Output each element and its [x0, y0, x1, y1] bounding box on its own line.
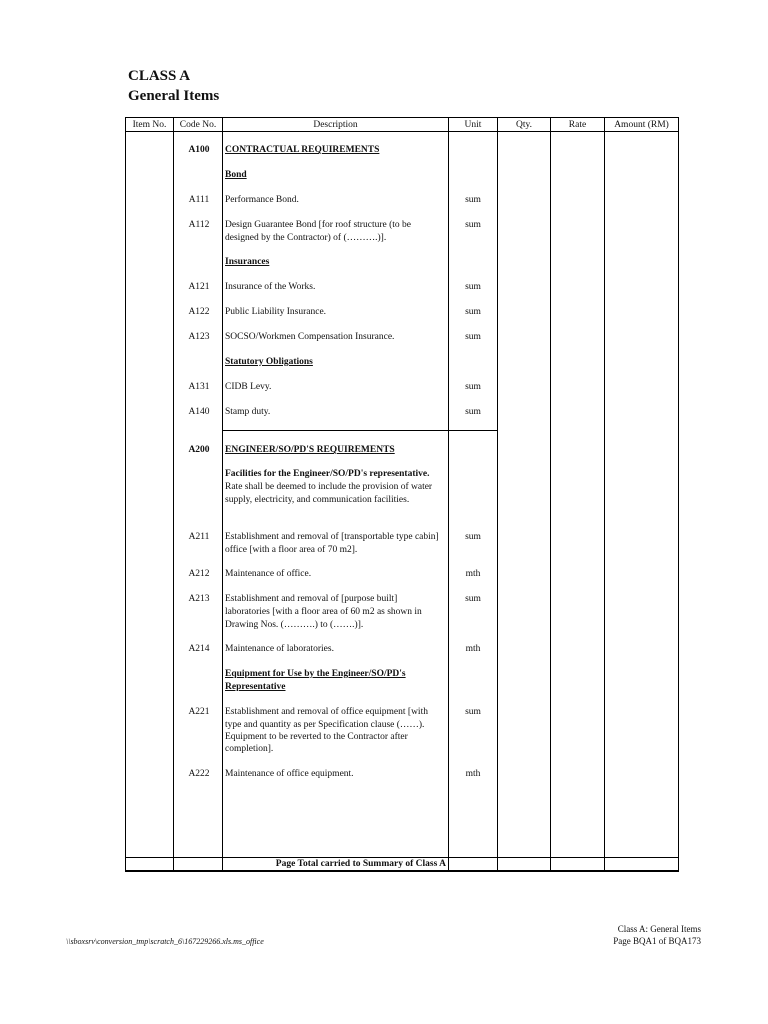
code-a112: A112	[188, 220, 210, 230]
subheading-bond: Bond	[225, 170, 247, 180]
class-subtitle: General Items	[128, 88, 220, 104]
footer-page-number: Page BQA1 of BQA173	[613, 936, 701, 946]
unit-a222: mth	[465, 769, 481, 779]
footer-section: Class A: General Items	[617, 924, 701, 934]
desc-a211-line2: office [with a floor area of 70 m2].	[225, 545, 358, 555]
unit-a122: sum	[465, 307, 481, 317]
code-a100: A100	[188, 145, 210, 155]
desc-a213-line2: laboratories [with a floor area of 60 m2 as shown in	[225, 607, 422, 617]
desc-a131: CIDB Levy.	[225, 382, 272, 392]
unit-a212: mth	[465, 569, 481, 579]
equipment-heading-line1: Equipment for Use by the Engineer/SO/PD's	[225, 669, 406, 679]
desc-a211-line1: Establishment and removal of [transportable type cabin]	[225, 532, 439, 542]
desc-a221-line3: Equipment to be reverted to the Contractor after	[225, 732, 408, 742]
code-a123: A123	[188, 332, 210, 342]
code-a212: A212	[188, 569, 210, 579]
desc-a112-line1: Design Guarantee Bond [for roof structure (to be	[225, 220, 411, 230]
code-a213: A213	[188, 594, 210, 604]
code-a131: A131	[188, 382, 210, 392]
unit-a121: sum	[465, 282, 481, 292]
desc-a123: SOCSO/Workmen Compensation Insurance.	[225, 332, 395, 342]
desc-a222: Maintenance of office equipment.	[225, 769, 354, 779]
code-a111: A111	[188, 195, 210, 205]
desc-a213-line3: Drawing Nos. (……….) to (…….)].	[225, 620, 364, 630]
code-a121: A121	[188, 282, 210, 292]
heading-engineer-requirements: ENGINEER/SO/PD'S REQUIREMENTS	[225, 445, 395, 455]
col-header-rate: Rate	[568, 120, 587, 130]
unit-a211: sum	[465, 532, 481, 542]
class-title: CLASS A	[128, 68, 191, 84]
unit-a213: sum	[465, 594, 481, 604]
subheading-statutory-obligations: Statutory Obligations	[225, 357, 313, 367]
code-a222: A222	[188, 769, 210, 779]
col-header-description: Description	[313, 120, 358, 130]
code-a140: A140	[188, 407, 210, 417]
unit-a140: sum	[465, 407, 481, 417]
unit-a111: sum	[465, 195, 481, 205]
equipment-heading-line2: Representative	[225, 682, 286, 692]
col-header-item-no: Item No.	[132, 120, 167, 130]
facilities-line2: supply, electricity, and communication facilities.	[225, 495, 410, 505]
code-a221: A221	[188, 707, 210, 717]
col-header-qty: Qty.	[515, 120, 532, 130]
desc-a140: Stamp duty.	[225, 407, 271, 417]
desc-a111: Performance Bond.	[225, 195, 299, 205]
desc-a221-line2: type and quantity as per Specification clause (……).	[225, 720, 425, 730]
facilities-line1: Rate shall be deemed to include the provision of water	[225, 482, 433, 492]
subheading-insurances: Insurances	[225, 257, 270, 267]
col-header-unit: Unit	[464, 120, 482, 130]
code-a200: A200	[188, 445, 210, 455]
unit-a214: mth	[465, 644, 481, 654]
file-path: \\sboxsrv\conversion_tmp\scratch_6\167229266.xls.ms_office	[66, 937, 264, 946]
desc-a221-line4: completion].	[225, 744, 274, 754]
desc-a221-line1: Establishment and removal of office equipment [with	[225, 707, 428, 717]
col-header-code-no: Code No.	[179, 120, 217, 130]
facilities-title: Facilities for the Engineer/SO/PD's representative.	[225, 469, 430, 479]
page-total-label: Page Total carried to Summary of Class A	[275, 859, 446, 869]
col-header-amount: Amount (RM)	[614, 120, 669, 130]
desc-a213-line1: Establishment and removal of [purpose built]	[225, 594, 398, 604]
code-a211: A211	[188, 532, 210, 542]
heading-contractual-requirements: CONTRACTUAL REQUIREMENTS	[225, 145, 380, 155]
unit-a123: sum	[465, 332, 481, 342]
unit-a112: sum	[465, 220, 481, 230]
unit-a131: sum	[465, 382, 481, 392]
desc-a122: Public Liability Insurance.	[225, 307, 327, 317]
desc-a112-line2: designed by the Contractor) of (……….)].	[225, 233, 387, 243]
desc-a214: Maintenance of laboratories.	[225, 644, 334, 654]
desc-a121: Insurance of the Works.	[225, 282, 316, 292]
desc-a212: Maintenance of office.	[225, 569, 312, 579]
unit-a221: sum	[465, 707, 481, 717]
code-a214: A214	[188, 644, 210, 654]
code-a122: A122	[188, 307, 210, 317]
